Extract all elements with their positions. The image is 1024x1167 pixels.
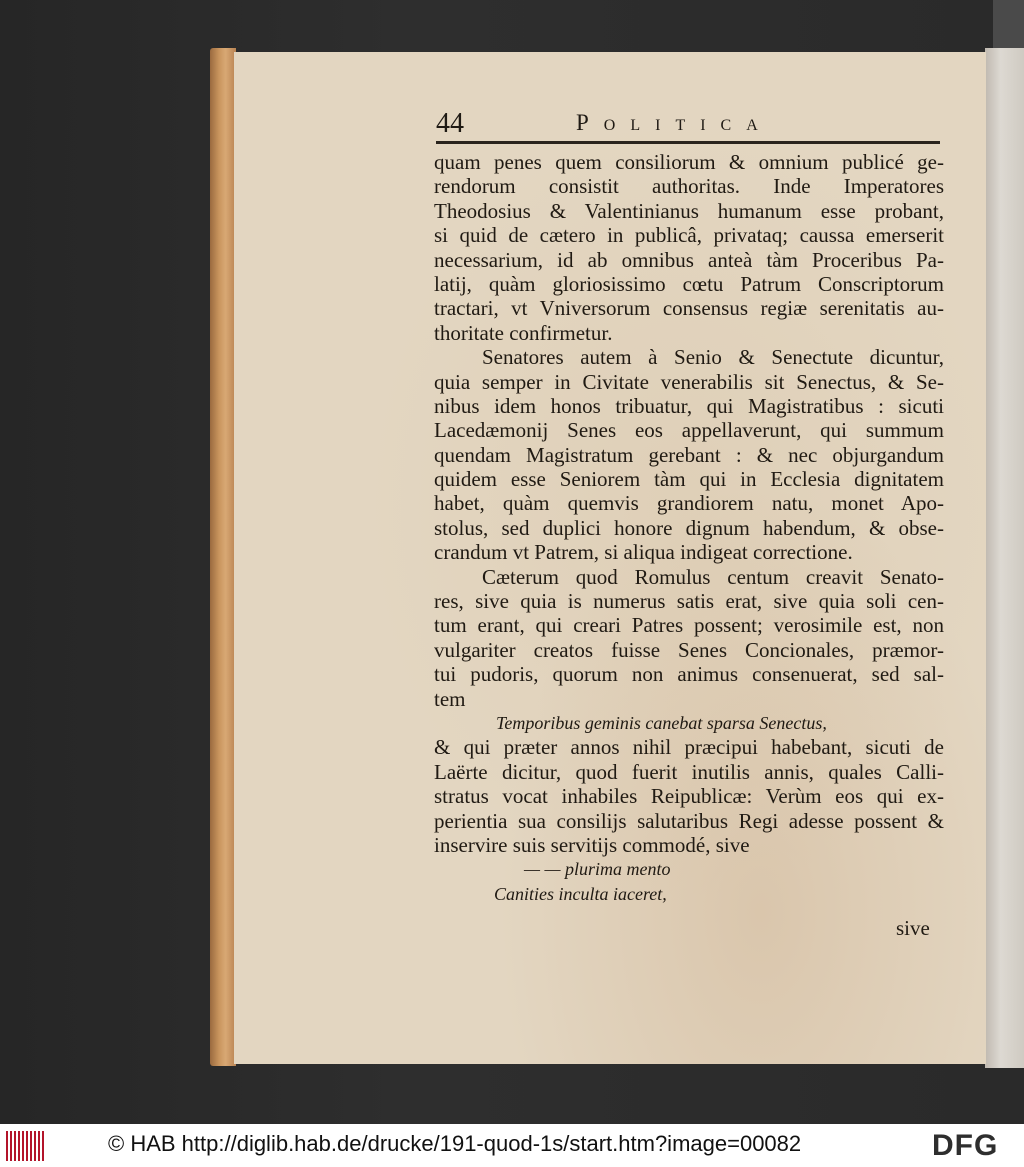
- catchword: sive: [896, 916, 930, 940]
- text-line: tem: [434, 686, 466, 711]
- text-line: quia semper in Civitate venerabilis sit Senectus, & Se-: [434, 369, 944, 394]
- text-line: Senatores autem à Senio & Senectute dicuntur,: [482, 345, 944, 370]
- text-line: thoritate confirmetur.: [434, 320, 613, 345]
- source-link[interactable]: © HAB http://diglib.hab.de/drucke/191-quod-1s/start.htm?image=00082: [108, 1131, 802, 1156]
- text-line: vulgariter creatos fuisse Senes Concionales, præmor-: [434, 637, 944, 662]
- text-line: Cæterum quod Romulus centum creavit Senato-: [482, 564, 944, 589]
- page-number: 44: [436, 108, 464, 139]
- header-rule: [436, 141, 940, 144]
- footer-bar: [0, 1124, 1024, 1167]
- verse-line: Canities inculta iaceret,: [494, 883, 667, 904]
- body-text: [434, 150, 944, 906]
- text-line: Laërte dicitur, quod fuerit inutilis annis, quales Calli-: [434, 759, 944, 784]
- text-line: & qui præter annos nihil præcipui habebant, sicuti de: [434, 735, 944, 760]
- text-line: quam penes quem consiliorum & omnium publicé ge-: [434, 150, 944, 174]
- text-line: inservire suis servitijs commodé, sive: [434, 832, 750, 857]
- text-line: tui pudoris, quorum non animus consenuerat, sed sal-: [434, 662, 944, 687]
- text-line: stratus vocat inhabiles Reipublicæ: Verùm eos qui ex-: [434, 784, 944, 809]
- text-line: crandum vt Patrem, si aliqua indigeat correctione.: [434, 540, 853, 565]
- dfg-logo: DFG: [932, 1129, 999, 1162]
- text-line: res, sive quia is numerus satis erat, sive quia soli cen-: [434, 589, 944, 614]
- text-line: quendam Magistratum gerebant : & nec objurgandum: [434, 442, 944, 467]
- next-page-edge: [985, 48, 1024, 1068]
- text-line: quidem esse Seniorem tàm qui in Ecclesia dignitatem: [434, 467, 944, 492]
- text-line: tum erant, qui creari Patres possent; verosimile est, non: [434, 613, 944, 638]
- text-line: nibus idem honos tribuatur, qui Magistratibus : sicuti: [434, 393, 944, 418]
- page-header: [436, 108, 940, 140]
- verse-line: — — plurima mento: [524, 859, 671, 880]
- verse-line: Temporibus geminis canebat sparsa Senectus,: [496, 712, 827, 733]
- text-line: Theodosius & Valentinianus humanum esse probant,: [434, 198, 944, 223]
- book-fore-edge: [210, 48, 236, 1066]
- text-line: stolus, sed duplici honore dignum habendum, & obse-: [434, 515, 944, 540]
- text-line: habet, quàm quemvis grandiorem natu, monet Apo-: [434, 491, 944, 516]
- text-line: perientia sua consilijs salutaribus Regi adesse possent &: [434, 808, 944, 833]
- text-line: necessarium, id ab omnibus anteà tàm Proceribus Pa-: [434, 247, 944, 272]
- text-line: tractari, vt Vniversorum consensus regiæ serenitatis au-: [434, 296, 944, 321]
- text-line: rendorum consistit authoritas. Inde Imperatores: [434, 174, 944, 199]
- text-line: si quid de cætero in publicâ, privataq; caussa emerserit: [434, 223, 944, 248]
- running-title: Politica: [576, 110, 773, 135]
- text-line: Lacedæmonij Senes eos appellaverunt, qui summum: [434, 418, 944, 443]
- scanner-edge: [993, 0, 1024, 48]
- text-line: latij, quàm gloriosissimo cœtu Patrum Conscriptorum: [434, 271, 944, 296]
- barcode-icon: [6, 1131, 46, 1161]
